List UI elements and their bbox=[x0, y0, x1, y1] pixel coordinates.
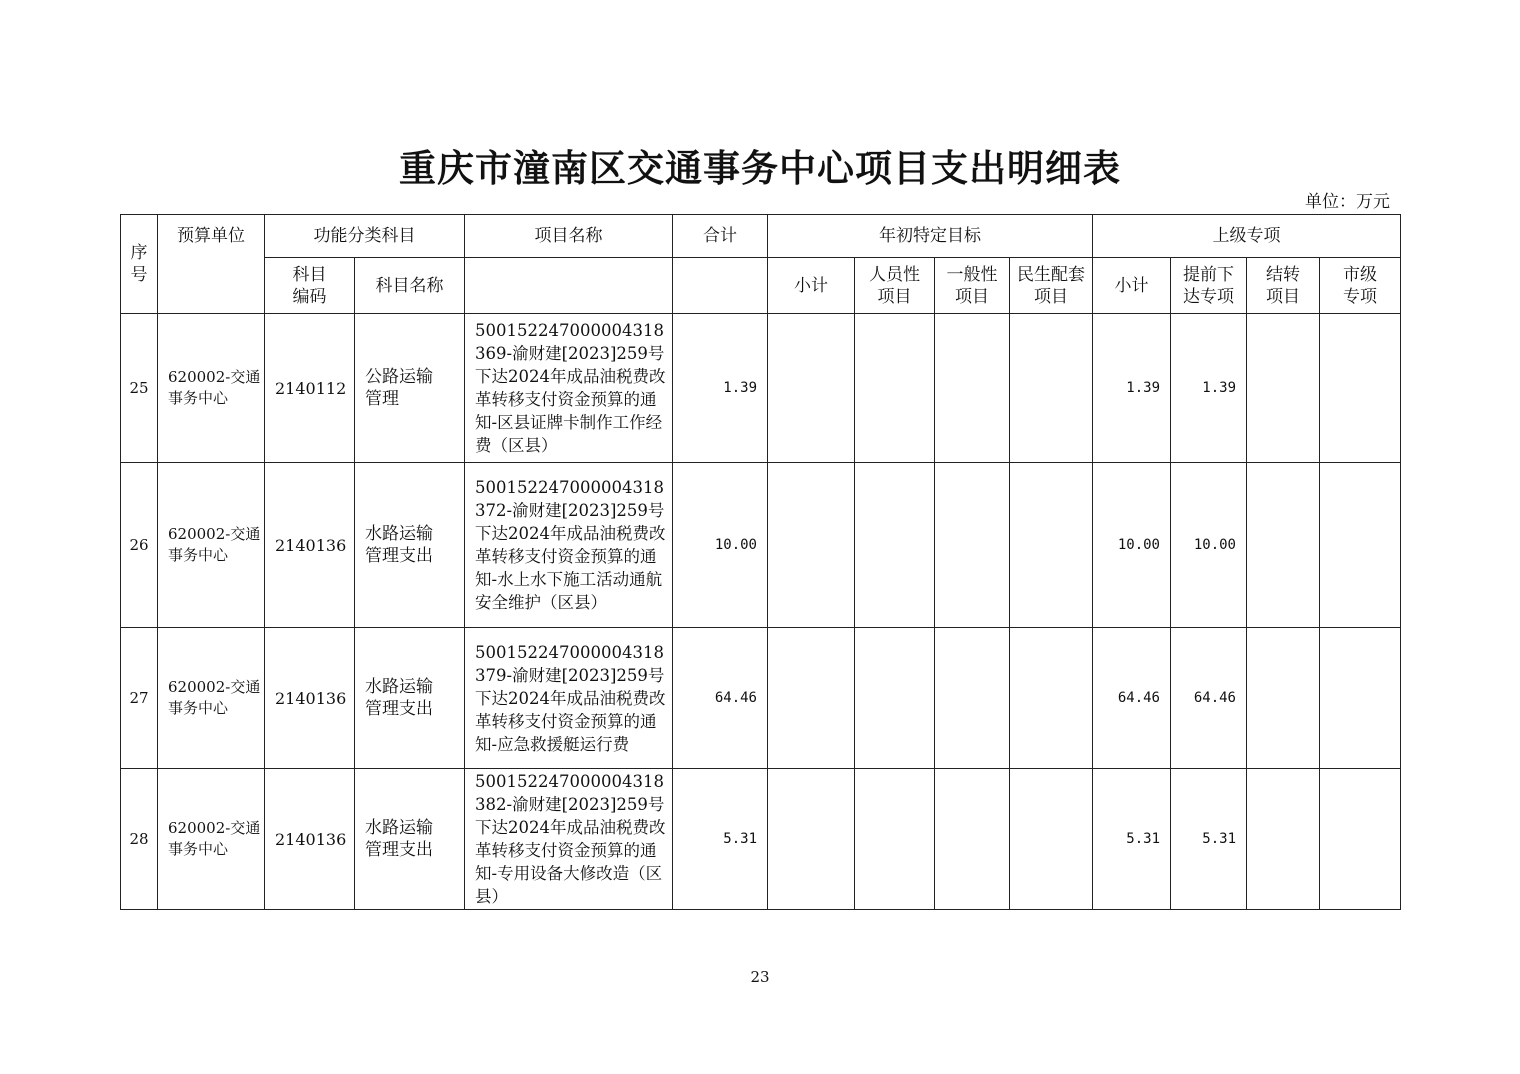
row-subject-name: 水路运输管理支出 bbox=[355, 769, 465, 910]
header-city: 市级专项 bbox=[1320, 258, 1401, 314]
row-subject-name: 公路运输管理 bbox=[355, 314, 465, 463]
row-total: 64.46 bbox=[673, 628, 768, 769]
row-budget-unit: 620002-交通事务中心 bbox=[158, 769, 265, 910]
row-personnel bbox=[855, 314, 935, 463]
row-project-name: 500152247000004318379-渝财建[2023]259号下达2024年成品油税费改革转移支付资金预算的通知-应急救援艇运行费 bbox=[465, 628, 673, 769]
header-total-blank bbox=[673, 258, 768, 314]
header-general: 一般性项目 bbox=[935, 258, 1010, 314]
table-row bbox=[121, 628, 1401, 769]
header-row-2 bbox=[121, 258, 1401, 314]
row-personnel bbox=[855, 769, 935, 910]
row-city bbox=[1320, 463, 1401, 628]
row-carryover bbox=[1247, 314, 1320, 463]
row-general bbox=[935, 463, 1010, 628]
row-city bbox=[1320, 628, 1401, 769]
header-row-1 bbox=[121, 215, 1401, 258]
header-budget-unit: 预算单位 bbox=[158, 215, 265, 314]
row-advance: 5.31 bbox=[1171, 769, 1247, 910]
row-city bbox=[1320, 314, 1401, 463]
row-subject-name: 水路运输管理支出 bbox=[355, 628, 465, 769]
row-total: 10.00 bbox=[673, 463, 768, 628]
row-annual-subtotal bbox=[768, 314, 855, 463]
unit-label: 单位：万元 bbox=[1305, 192, 1390, 212]
page-title: 重庆市潼南区交通事务中心项目支出明细表 bbox=[399, 146, 1121, 190]
row-subject-code: 2140112 bbox=[265, 314, 355, 463]
row-advance: 1.39 bbox=[1171, 314, 1247, 463]
row-seq: 26 bbox=[121, 463, 158, 628]
table-row bbox=[121, 769, 1401, 910]
row-annual-subtotal bbox=[768, 769, 855, 910]
row-subject-code: 2140136 bbox=[265, 769, 355, 910]
header-func-class: 功能分类科目 bbox=[265, 215, 465, 258]
row-carryover bbox=[1247, 628, 1320, 769]
header-subject-code: 科目编码 bbox=[265, 258, 355, 314]
header-annual-target: 年初特定目标 bbox=[768, 215, 1093, 258]
row-project-name: 500152247000004318372-渝财建[2023]259号下达2024年成品油税费改革转移支付资金预算的通知-水上水下施工活动通航安全维护（区县） bbox=[465, 463, 673, 628]
row-carryover bbox=[1247, 769, 1320, 910]
header-annual-subtotal: 小计 bbox=[768, 258, 855, 314]
header-carryover: 结转项目 bbox=[1247, 258, 1320, 314]
row-project-name: 500152247000004318369-渝财建[2023]259号下达2024年成品油税费改革转移支付资金预算的通知-区县证牌卡制作工作经费（区县） bbox=[465, 314, 673, 463]
row-annual-subtotal bbox=[768, 463, 855, 628]
header-project-name-blank bbox=[465, 258, 673, 314]
row-seq: 27 bbox=[121, 628, 158, 769]
row-livelihood bbox=[1010, 769, 1093, 910]
row-personnel bbox=[855, 463, 935, 628]
row-general bbox=[935, 769, 1010, 910]
header-personnel: 人员性项目 bbox=[855, 258, 935, 314]
row-livelihood bbox=[1010, 314, 1093, 463]
row-city bbox=[1320, 769, 1401, 910]
header-advance: 提前下达专项 bbox=[1171, 258, 1247, 314]
table-row bbox=[121, 463, 1401, 628]
row-budget-unit: 620002-交通事务中心 bbox=[158, 463, 265, 628]
row-livelihood bbox=[1010, 463, 1093, 628]
row-general bbox=[935, 628, 1010, 769]
row-superior-subtotal: 64.46 bbox=[1093, 628, 1171, 769]
row-budget-unit: 620002-交通事务中心 bbox=[158, 314, 265, 463]
row-total: 5.31 bbox=[673, 769, 768, 910]
row-carryover bbox=[1247, 463, 1320, 628]
header-project-name: 项目名称 bbox=[465, 215, 673, 258]
row-budget-unit: 620002-交通事务中心 bbox=[158, 628, 265, 769]
header-total: 合计 bbox=[673, 215, 768, 258]
header-subject-name: 科目名称 bbox=[355, 258, 465, 314]
row-subject-name: 水路运输管理支出 bbox=[355, 463, 465, 628]
row-project-name: 500152247000004318382-渝财建[2023]259号下达2024年成品油税费改革转移支付资金预算的通知-专用设备大修改造（区县） bbox=[465, 769, 673, 910]
header-superior-subtotal: 小计 bbox=[1093, 258, 1171, 314]
row-seq: 25 bbox=[121, 314, 158, 463]
page-number: 23 bbox=[750, 968, 770, 986]
row-superior-subtotal: 5.31 bbox=[1093, 769, 1171, 910]
row-advance: 64.46 bbox=[1171, 628, 1247, 769]
row-general bbox=[935, 314, 1010, 463]
row-total: 1.39 bbox=[673, 314, 768, 463]
header-seq: 序号 bbox=[121, 215, 158, 314]
row-superior-subtotal: 1.39 bbox=[1093, 314, 1171, 463]
row-personnel bbox=[855, 628, 935, 769]
row-subject-code: 2140136 bbox=[265, 463, 355, 628]
header-superior: 上级专项 bbox=[1093, 215, 1401, 258]
row-superior-subtotal: 10.00 bbox=[1093, 463, 1171, 628]
table-row bbox=[121, 314, 1401, 463]
row-seq: 28 bbox=[121, 769, 158, 910]
row-livelihood bbox=[1010, 628, 1093, 769]
header-livelihood: 民生配套项目 bbox=[1010, 258, 1093, 314]
row-advance: 10.00 bbox=[1171, 463, 1247, 628]
row-annual-subtotal bbox=[768, 628, 855, 769]
expenditure-table bbox=[120, 214, 1401, 910]
row-subject-code: 2140136 bbox=[265, 628, 355, 769]
